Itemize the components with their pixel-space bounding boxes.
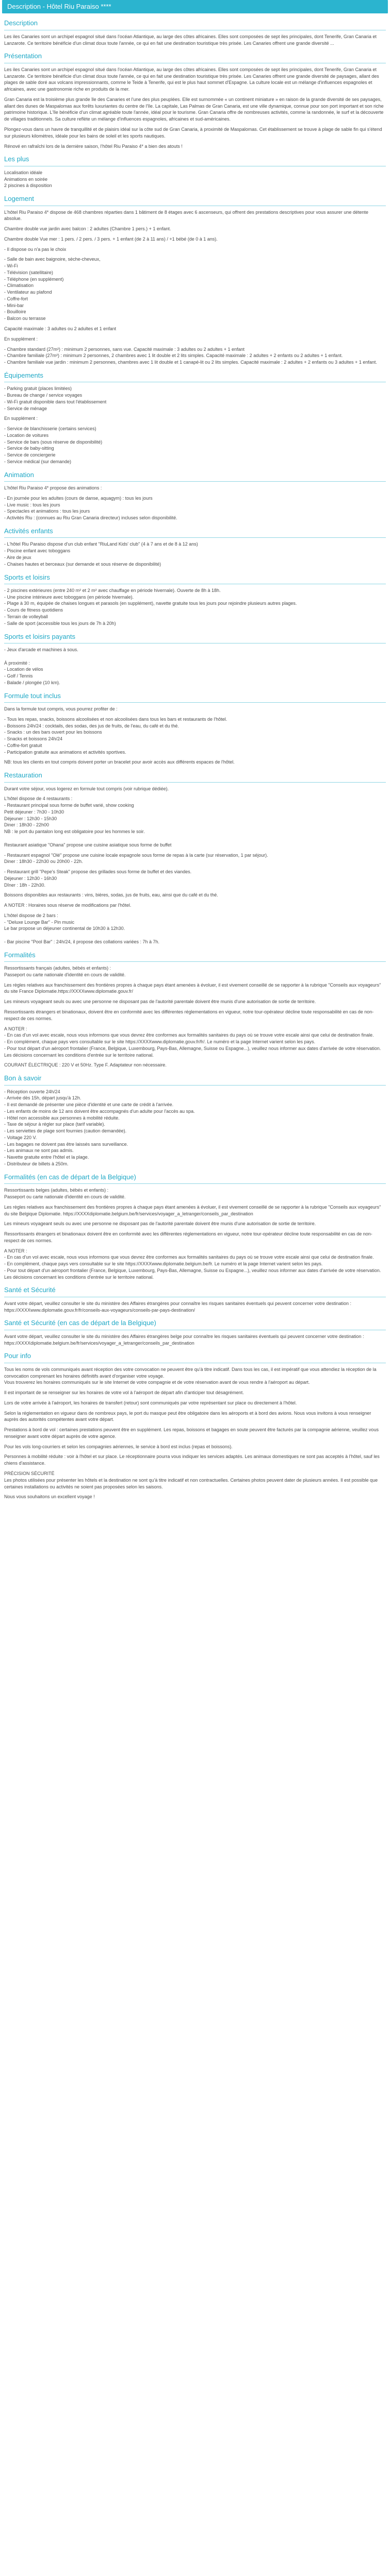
section-heading: Logement — [4, 194, 386, 206]
section-paragraph: Les règles relatives aux franchissement des frontières propres à chaque pays étant amenées à évoluer, il est vivement conseillé de se rapporter à la rubrique "Conseils aux voyageurs" du site France Diplomatie.https://XXXXwww.diplomatie.gouv.fr/ — [4, 982, 381, 994]
section-16 — [2, 1351, 388, 1500]
section-heading: Les plus — [4, 155, 386, 166]
section-paragraph: Les iles Canaries sont un archipel espagnol situé dans l'océan Atlantique, au large des côtes africaines. Elles sont composées de sept iles principales, dont Tenerife, Gran Canaria et Lanzarote. Ce territoire bénéficie d'un climat doux toute l'année, ce qui en fait une destination touristique très prisée. Les Canaries offrent une grande diversité ... — [4, 33, 377, 46]
section-paragraph: - Restaurant espagnol "Olé" propose une cuisine locale espagnole sous forme de repas à la carte (sur réservation, 1 par séjour). Diner : 18h30 - 22h30 ou 20h00 - 22h. — [4, 852, 268, 865]
page — [2, 0, 388, 1500]
section-12 — [2, 1074, 388, 1167]
section-paragraph: - Salle de bain avec baignoire, sèche-cheveux, - Wi-Fi - Télévision (satellitaire) - Téléphone (en supplément) - Climatisation - Ventilateur au plafond - Coffre-fort - Mini-bar - Bouilloire - Balcon ou terrasse — [4, 257, 101, 321]
section-paragraph: Lors de votre arrivée à l'aéroport, les horaires de transfert (retour) sont communiqués par votre représentant sur place ou directement à l'hôtel. — [4, 1400, 297, 1405]
section-3 — [2, 194, 388, 366]
section-heading: Pour info — [4, 1351, 386, 1363]
section-heading: Santé et Sécurité (en cas de départ de la Belgique) — [4, 1318, 386, 1330]
section-4 — [2, 371, 388, 465]
section-paragraph: L'hôtel dispose de 2 bars : - "Deluxe Lounge Bar" - Pin music Le bar propose un déjeuner continental de 10h30 à 12h30. - Bar piscine "Pool Bar" : 24h/24, il propose des collations variées : 7h à 7h. — [4, 912, 160, 944]
section-paragraph: L'hôtel Riu Paraiso 4* dispose de 468 chambres réparties dans 1 bâtiment de 8 étages avec 6 ascenseurs, qui offrent des prestations descriptives pour vous assurer une détente absolue. — [4, 209, 368, 222]
section-paragraph: A NOTER : Horaires sous réserve de modifications par l'hôtel. — [4, 903, 132, 908]
section-15 — [2, 1318, 388, 1346]
section-paragraph: Durant votre séjour, vous logerez en formule tout compris (voir rubrique dédiée). — [4, 786, 169, 791]
page-title: Description - Hôtel Riu Paraiso **** — [2, 0, 388, 13]
section-paragraph: Personnes à mobilité réduite : voir à l'hôtel et sur place. Le réceptionnaire pourra vous indiquer les services adaptés. Les animaux domestiques ne sont pas acceptés à l'hôtel, sauf les chiens d'assistance. — [4, 1454, 380, 1466]
section-paragraph: Avant votre départ, veuillez consulter le site du ministère des Affaires étrangères pour connaître les risques sanitaires éventuels qui peuvent concerner votre destination : https://XXXXwww.diplomatie.gouv.fr/fr/conseils-aux-voyageurs/conseils-par-pays-destination/ — [4, 1300, 352, 1313]
section-heading: Santé et Sécurité — [4, 1285, 386, 1297]
section-paragraph: - Service de blanchisserie (certains services) - Location de voitures - Service de bars (sous réserve de disponibilité) - Service de baby-sitting - Service de conciergerie - Service médical (sur demande) — [4, 426, 103, 464]
section-paragraph: - Tous les repas, snacks, boissons alcoolisées et non alcoolisées dans tous les bars et restaurants de l'hôtel. - Boissons 24h/24 : cocktails, des sodas, des jus de fruits, de l'eau, du café et du thé. - Snacks : un des bars ouvert pour les boissons - Snacks et boissons 24h/24 - Coffre-fort gratuit - Participation gratuite aux animations et activités sportives. — [4, 716, 227, 755]
section-heading: Description — [4, 19, 386, 30]
section-paragraph: Selon la réglementation en vigueur dans de nombreux pays, le port du masque peut être obligatoire dans les aéroports et à bord des avions. Nous vous invitons à vous renseigner auprès des autorités compétentes avant votre départ. — [4, 1410, 371, 1422]
section-paragraph: PRÉCISION SÉCURITÉ Les photos utilisées pour présenter les hôtels et la destination ne sont qu'à titre indicatif et non contractuelles. Certaines photos peuvent dater de plusieurs années. Il est possible que certaines installations ou activités ne soient pas proposées selon les saisons. — [4, 1471, 378, 1489]
section-heading: Formalités — [4, 951, 386, 962]
section-paragraph: Prestations à bord de vol : certaines prestations peuvent être en supplément. Les repas, boissons et bagages en soute peuvent être facturés par la compagnie aérienne, veuillez vous renseigner avant votre départ auprès de votre agence. — [4, 1427, 379, 1439]
section-paragraph: L'hôtel Riu Paraiso 4* propose des animations : — [4, 485, 102, 491]
section-paragraph: - L'hôtel Riu Paraiso dispose d'un club enfant "RiuLand Kids' club" (4 à 7 ans et de 8 à 12 ans) - Piscine enfant avec toboggans - Aire de jeux - Chaises hautes et berceaux (sur demande et sous réserve de disponibilité) — [4, 541, 198, 567]
section-paragraph: Plongez-vous dans un havre de tranquillité et de plaisirs idéal sur la côte sud de Gran Canaria, à proximité de Maspalomas. Cet établissement se trouve à plage de sable fin qui s'étend sur plusieurs kilomètres, idéale pour les bains de soleil et les sports nautiques. — [4, 127, 382, 139]
section-paragraph: Ressortissants belges (adultes, bébés et enfants) : Passeport ou carte nationale d'identité en cours de validité. — [4, 1188, 126, 1199]
section-paragraph: Capacité maximale : 3 adultes ou 2 adultes et 1 enfant — [4, 326, 117, 331]
section-paragraph: - Chambre standard (27m²) : minimum 2 personnes, sans vue. Capacité maximale : 3 adultes ou 2 adultes + 1 enfant - Chambre familiale (27m²) : minimum 2 personnes, 2 chambres avec 1 lit double et 2 lits simples. Capacité maximale : 2 adultes + 2 enfants ou 2 adultes + 1 enfant. - Chambre familiale vue jardin : minimum 2 personnes, chambres avec 1 lit double et 1 canapé-lit ou 2 lits simples. Capacité maximale : 2 adultes + 2 enfants ou 3 adultes + 1 enfant. — [4, 346, 377, 365]
section-paragraph: Chambre double Vue mer : 1 pers. / 2 pers. / 3 pers. + 1 enfant (de 2 à 11 ans) / +1 bébé (de 0 à 1 ans). — [4, 236, 218, 242]
section-paragraph: Les mineurs voyageant seuls ou avec une personne ne disposant pas de l'autorité parentale doivent être munis d'une autorisation de sortie de territoire. — [4, 999, 316, 1005]
section-paragraph: NB: tous les clients en tout compris doivent porter un bracelet pour avoir accès aux différents espaces de l'hôtel. — [4, 759, 235, 765]
section-paragraph: - Parking gratuit (places limitées) - Bureau de change / service voyages - Wi-Fi gratuit disponible dans tout l'établissement - Service de ménage — [4, 386, 107, 411]
section-paragraph: Ressortissants français (adultes, bébés et enfants) : Passeport ou carte nationale d'identité en cours de validité. — [4, 965, 126, 977]
section-heading: Activités enfants — [4, 527, 386, 538]
section-paragraph: Avant votre départ, veuillez consulter le site du ministère des Affaires étrangères belge pour connaître les risques sanitaires éventuels qui peuvent concerner votre destination : https://XXXXdiplomatie.belgium.be/fr/services/voyager_a_letranger/conseils_par_destination — [4, 1333, 364, 1346]
section-heading: Sports et loisirs payants — [4, 632, 386, 643]
section-heading: Bon à savoir — [4, 1074, 386, 1085]
section-8 — [2, 632, 388, 686]
section-paragraph: Chambre double vue jardin avec balcon : 2 adultes (Chambre 1 pers.) + 1 enfant. — [4, 226, 171, 232]
section-paragraph: Pour les vols long-courriers et selon les compagnies aériennes, le service à bord est inclus (repas et boissons). — [4, 1444, 233, 1449]
section-paragraph: - Restaurant grill "Pepe's Steak" propose des grillades sous forme de buffet et des viandes. Déjeuner : 12h30 - 16h30 Dîner : 18h - 22h30. — [4, 869, 192, 888]
section-1 — [2, 52, 388, 149]
section-paragraph: En supplément : — [4, 416, 38, 421]
section-2 — [2, 155, 388, 189]
section-paragraph: - 2 piscines extérieures (entre 240 m² et 2 m² avec chauffage en période hivernale). Ouverte de 8h à 18h. - Une piscine intérieure avec toboggans (en période hivernale). - Plage à 30 m, équipée de chaises longues et parasols (en supplément), navette gratuite tous les jours pour rejoindre plusieurs autres plages. - Cours de fitness quotidiens - Terrain de volleyball - Salle de sport (accessible tous les jours de 7h à 20h) — [4, 587, 297, 626]
section-paragraph: - Jeux d'arcade et machines à sous. À proximité : - Location de vélos - Golf / Tennis - Balade / plongée (10 km). — [4, 647, 78, 685]
section-paragraph: - Réception ouverte 24h/24 - Arrivée dès 15h, départ jusqu'à 12h. - Il est demandé de présenter une pièce d'identité et une carte de crédit à l'arrivée. - Les enfants de moins de 12 ans doivent être accompagnés d'un adulte pour l'accès au spa. - Hôtel non accessible aux personnes à mobilité réduite. - Taxe de séjour à régler sur place (tarif variable). - Les serviettes de plage sont fournies (caution demandée). - Voltage 220 V. - Les bagages ne doivent pas être laissés sans surveillance. - Les animaux ne sont pas admis. - Navette gratuite entre l'hôtel et la plage. - Distributeur de billets à 250m. — [4, 1089, 195, 1166]
section-paragraph: Boissons disponibles aux restaurants : vins, bières, sodas, jus de fruits, eau, ainsi que du café et du thé. — [4, 892, 218, 898]
section-paragraph: Rénové en rafraîchi lors de la dernière saison, l'hôtel Riu Paraiso 4* a bien des atouts ! — [4, 143, 183, 149]
section-heading: Formule tout inclus — [4, 691, 386, 703]
section-heading: Sports et loisirs — [4, 573, 386, 584]
section-5 — [2, 470, 388, 521]
section-10 — [2, 771, 388, 945]
section-heading: Équipements — [4, 371, 386, 382]
section-heading: Formalités (en cas de départ de la Belgique) — [4, 1173, 386, 1184]
section-paragraph: L'hôtel dispose de 4 restaurants : - Restaurant principal sous forme de buffet varié, show cooking Petit déjeuner : 7h30 - 10h30 Déjeuner : 12h30 - 15h30 Diner : 18h30 - 22h00 NB : le port du pantalon long est obligatoire pour les hommes le soir. Restaurant asiatique "Ohana" propose une cuisine asiatique sous forme de buffet — [4, 796, 172, 848]
description-sections — [2, 19, 388, 1500]
section-paragraph: Les mineurs voyageant seuls ou avec une personne ne disposant pas de l'autorité parentale doivent être munis d'une autorisation de sortie de territoire. — [4, 1221, 316, 1227]
section-heading: Animation — [4, 470, 386, 482]
section-paragraph: Les iles Canaries sont un archipel espagnol situé dans l'océan Atlantique, au large des côtes africaines. Elles sont composées de sept iles principales, dont Tenerife, Gran Canaria et Lanzarote. Ce territoire bénéficie d'un climat doux toute l'année, ce qui en fait une destination touristique très prisée. Les Canaries offrent une grande diversité de paysages, allant des plages de sable doré aux volcans impressionnants, comme le Teide à Tenerife, qui est le plus haut sommet d'Espagne. La culture locale est un mélange d'influences espagnoles et africaines, avec une gastronomie riche en produits de la mer. — [4, 66, 379, 92]
section-paragraph: - Il dispose ou n'a pas le choix — [4, 246, 67, 252]
section-paragraph: Localisation idéale Animations en soirée 2 piscines à disposition — [4, 170, 52, 189]
section-7 — [2, 573, 388, 627]
section-paragraph: A NOTER : - En cas d'un vol avec escale, nous vous informons que vous devrez être conformes aux formalités sanitaires du pays où se trouve votre escale ainsi que celui de destination finale. - En complément, chaque pays vers consultable sur le site https://XXXXwww.diplomatie.gouv.fr/fr/. Le numéro et la page Internet varient selon les pays. - Pour tout départ d'un aéroport frontalier (France, Belgique, Luxembourg, Pays-Bas, Allemagne, Suisse ou Espagne...), veuillez nous informer aux dates d'arrivée de votre réservation. Les décisions concernant les conditions d'entrée sur le territoire national. — [4, 1026, 381, 1058]
section-11 — [2, 951, 388, 1069]
section-9 — [2, 691, 388, 766]
section-paragraph: Tous les noms de vols communiqués avant réception des votre convocation ne peuvent être qu'à titre indicatif. Dans tous les cas, il est impératif que vous attendiez la réception de la convocation comprenant les horaires définitifs avant d'organiser votre voyage. Vous trouverez les horaires communiqués sur le site Internet de votre compagnie et de votre réservation avant de vous rendre à l'aéroport au départ. — [4, 1366, 377, 1385]
section-paragraph: Gran Canaria est la troisième plus grande île des Canaries et l'une des plus peuplées. Elle est surnommée « un continent miniature » en raison de la grande diversité de ses paysages, allant des dunes de Maspalomas aux forêts luxuriantes du centre de l'île. La capitale, Las Palmas de Gran Canaria, est une ville dynamique, connue pour son port important et son riche patrimoine historique. L'île bénéficie d'un climat agréable toute l'année, idéal pour le tourisme. Gran Canaria offre de nombreuses activités, comme la randonnée, le surf et la découverte de villages traditionnels. Sa culture reflète un mélange d'influences espagnoles, africaines et sud-américaines. — [4, 96, 384, 122]
section-paragraph: Les règles relatives aux franchissement des frontières propres à chaque pays étant amenées à évoluer, il est vivement conseillé de se rapporter à la rubrique "Conseils aux voyageurs" du site Belgique Diplomatie. https://XXXXdiplomatie.belgium.be/fr/services/voyager_a_letranger/conseils_par_destination — [4, 1204, 381, 1216]
section-paragraph: Ressortissants étrangers et binationaux, doivent être en conformité avec les différentes réglementations en vigueur, notre tour-opérateur décline toute responsabilité en cas de non-respect de ces normes. — [4, 1009, 374, 1021]
section-paragraph: Ressortissants étrangers et binationaux doivent être en conformité avec les différentes réglementations en vigueur, notre tour-opérateur décline toute responsabilité en cas de non-respect de ces normes. — [4, 1231, 372, 1243]
section-paragraph: En supplément : — [4, 336, 38, 342]
section-paragraph: - En journée pour les adultes (cours de danse, aquagym) : tous les jours - Live music : tous les jours - Spectacles et animations : tous les jours - Activités Riu : (connues au Riu Gran Canaria directeur) incluses selon disponibilité. — [4, 495, 177, 521]
section-heading: Restauration — [4, 771, 386, 782]
section-paragraph: Nous vous souhaitons un excellent voyage ! — [4, 1494, 95, 1500]
section-paragraph: Dans la formule tout compris, vous pourrez profiter de : — [4, 706, 118, 712]
section-14 — [2, 1285, 388, 1313]
section-heading: Présentation — [4, 52, 386, 63]
section-13 — [2, 1173, 388, 1281]
section-6 — [2, 527, 388, 568]
section-0 — [2, 19, 388, 46]
section-paragraph: A NOTER : - En cas d'un vol avec escale, nous vous informons que vous devrez être conformes aux formalités sanitaires du pays où se trouve votre escale ainsi que celui de destination finale. - En complément, chaque pays vers consultable sur le site https://XXXXwww.diplomatie.belgium.be/fr. Le numéro et la page Internet varient selon les pays. - Pour tout départ d'un aéroport frontalier (France, Belgique, Luxembourg, Pays-Bas, Allemagne, Suisse ou Espagne...), veuillez nous informer aux dates d'arrivée de votre réservation. Les décisions concernant les conditions d'entrée sur le territoire national. — [4, 1248, 381, 1280]
section-paragraph: COURANT ÉLECTRIQUE : 220 V et 50Hz. Type F. Adaptateur non nécessaire. — [4, 1062, 167, 1068]
section-paragraph: Il est important de se renseigner sur les horaires de votre vol à l'aéroport de départ afin d'anticiper tout désagrément. — [4, 1390, 244, 1396]
